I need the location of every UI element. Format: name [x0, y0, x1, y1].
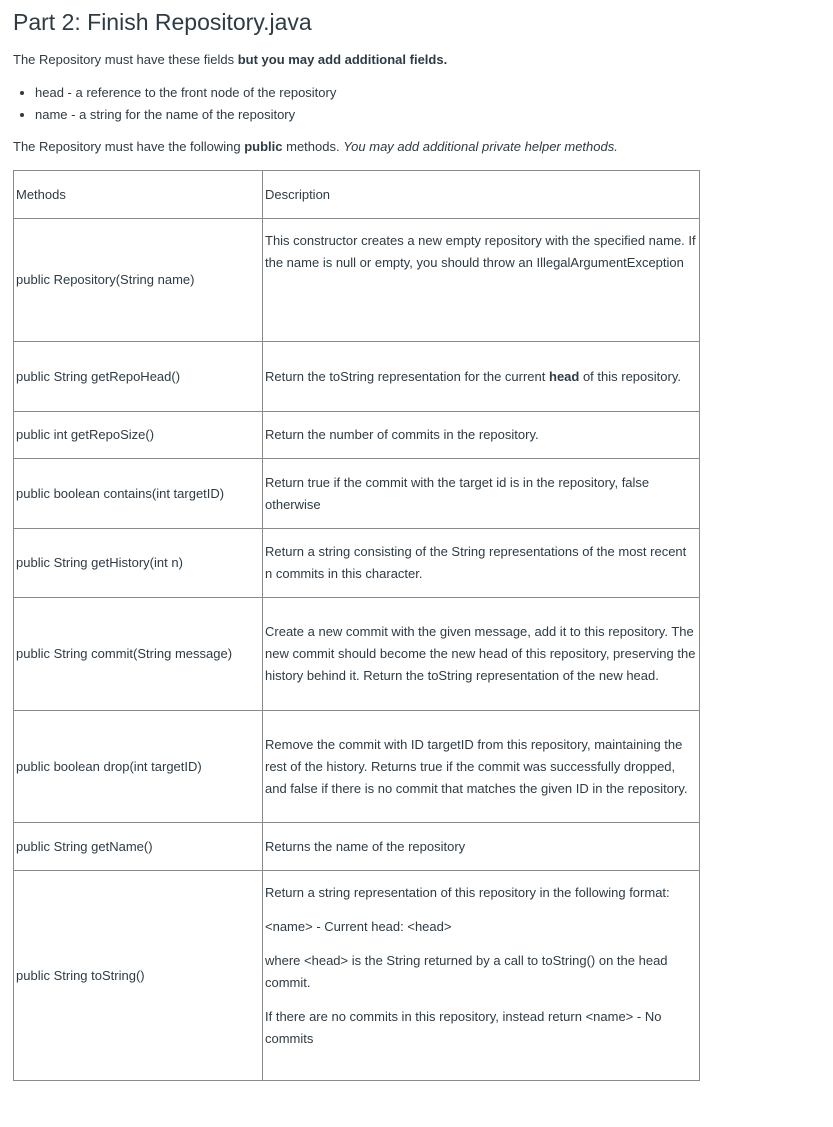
- list-item: • name - a string for the name of the repository: [35, 104, 336, 126]
- method-signature: public Repository(String name): [14, 219, 263, 342]
- method-description: [263, 823, 700, 871]
- method-signature: public String getHistory(int n): [14, 529, 263, 598]
- description-text: Return a string representation of this repository in the following format:: [265, 885, 670, 900]
- description-text: where <head> is the String returned by a call to toString() on the head commit.: [265, 953, 668, 990]
- table-header-row: [14, 171, 700, 219]
- fields-intro-text: The Repository must have these fields: [13, 52, 238, 67]
- table-row: [14, 529, 700, 598]
- fields-list: [13, 82, 336, 126]
- table-row: [14, 412, 700, 459]
- description-text: [265, 366, 697, 388]
- table-row: [14, 711, 700, 823]
- description-text: Returns the name of the repository: [265, 838, 466, 854]
- method-signature: public String getRepoHead(): [14, 342, 263, 412]
- methods-column-header: Methods: [14, 171, 263, 219]
- table-row: [14, 598, 700, 711]
- description-text: If there are no commits in this repository, instead return <name> - No commits: [265, 1009, 662, 1046]
- description-text: Remove the commit with ID targetID from this repository, maintaining the rest of the history. Returns true if the commit was successfully dropped, and false if there is no commit that matches the given ID in the repository.: [265, 736, 688, 796]
- methods-intro-text: The Repository must have the following: [13, 139, 245, 154]
- description-text: Return a string consisting of the String representations of the most recent n commits in this character.: [265, 544, 687, 581]
- description-text: This constructor creates a new empty repository with the specified name. If the name is null or empty, you should throw an IllegalArgumentException: [265, 233, 696, 270]
- description-text: Return true if the commit with the target id is in the repository, false otherwise: [265, 474, 650, 512]
- method-signature: public String commit(String message): [14, 598, 263, 711]
- description-text: Return the number of commits in the repository.: [265, 427, 539, 442]
- methods-intro-bold: public: [244, 139, 283, 154]
- method-description: [263, 219, 700, 342]
- page-title: Part 2: Finish Repository.java: [13, 9, 312, 35]
- methods-intro-italic: You may add additional private helper methods.: [343, 139, 618, 154]
- method-signature: public boolean contains(int targetID): [14, 459, 263, 529]
- method-description: [263, 459, 700, 529]
- description-text-after: of this repository.: [579, 368, 681, 384]
- method-description: [263, 598, 700, 711]
- fields-intro: [13, 52, 447, 67]
- method-description: [263, 871, 700, 1081]
- methods-table: [13, 170, 700, 1081]
- description-text-before: Return the toString representation for the current: [265, 368, 549, 384]
- method-signature: public String getName(): [14, 823, 263, 871]
- table-row: [14, 823, 700, 871]
- table-row: [14, 459, 700, 529]
- method-signature: public boolean drop(int targetID): [14, 711, 263, 823]
- list-item: • head - a reference to the front node of the repository: [35, 82, 336, 104]
- method-description: [263, 711, 700, 823]
- method-signature: public String toString(): [14, 871, 263, 1081]
- method-description: [263, 412, 700, 459]
- description-format: <name> - Current head: <head>: [265, 919, 452, 934]
- method-description: [263, 529, 700, 598]
- description-bold: head: [549, 368, 580, 384]
- description-column-header: Description: [263, 171, 700, 219]
- fields-intro-bold: but you may add additional fields.: [237, 52, 448, 67]
- table-row: [14, 219, 700, 342]
- methods-intro-text-after: methods.: [282, 139, 344, 154]
- method-signature: public int getRepoSize(): [14, 412, 263, 459]
- table-row: [14, 871, 700, 1081]
- table-row: [14, 342, 700, 412]
- method-description: [263, 342, 700, 412]
- methods-intro: [13, 139, 618, 154]
- description-text: Create a new commit with the given message, add it to this repository. The new commit should become the new head of this repository, preserving the history behind it. Return the toString representation of the new head.: [265, 624, 696, 683]
